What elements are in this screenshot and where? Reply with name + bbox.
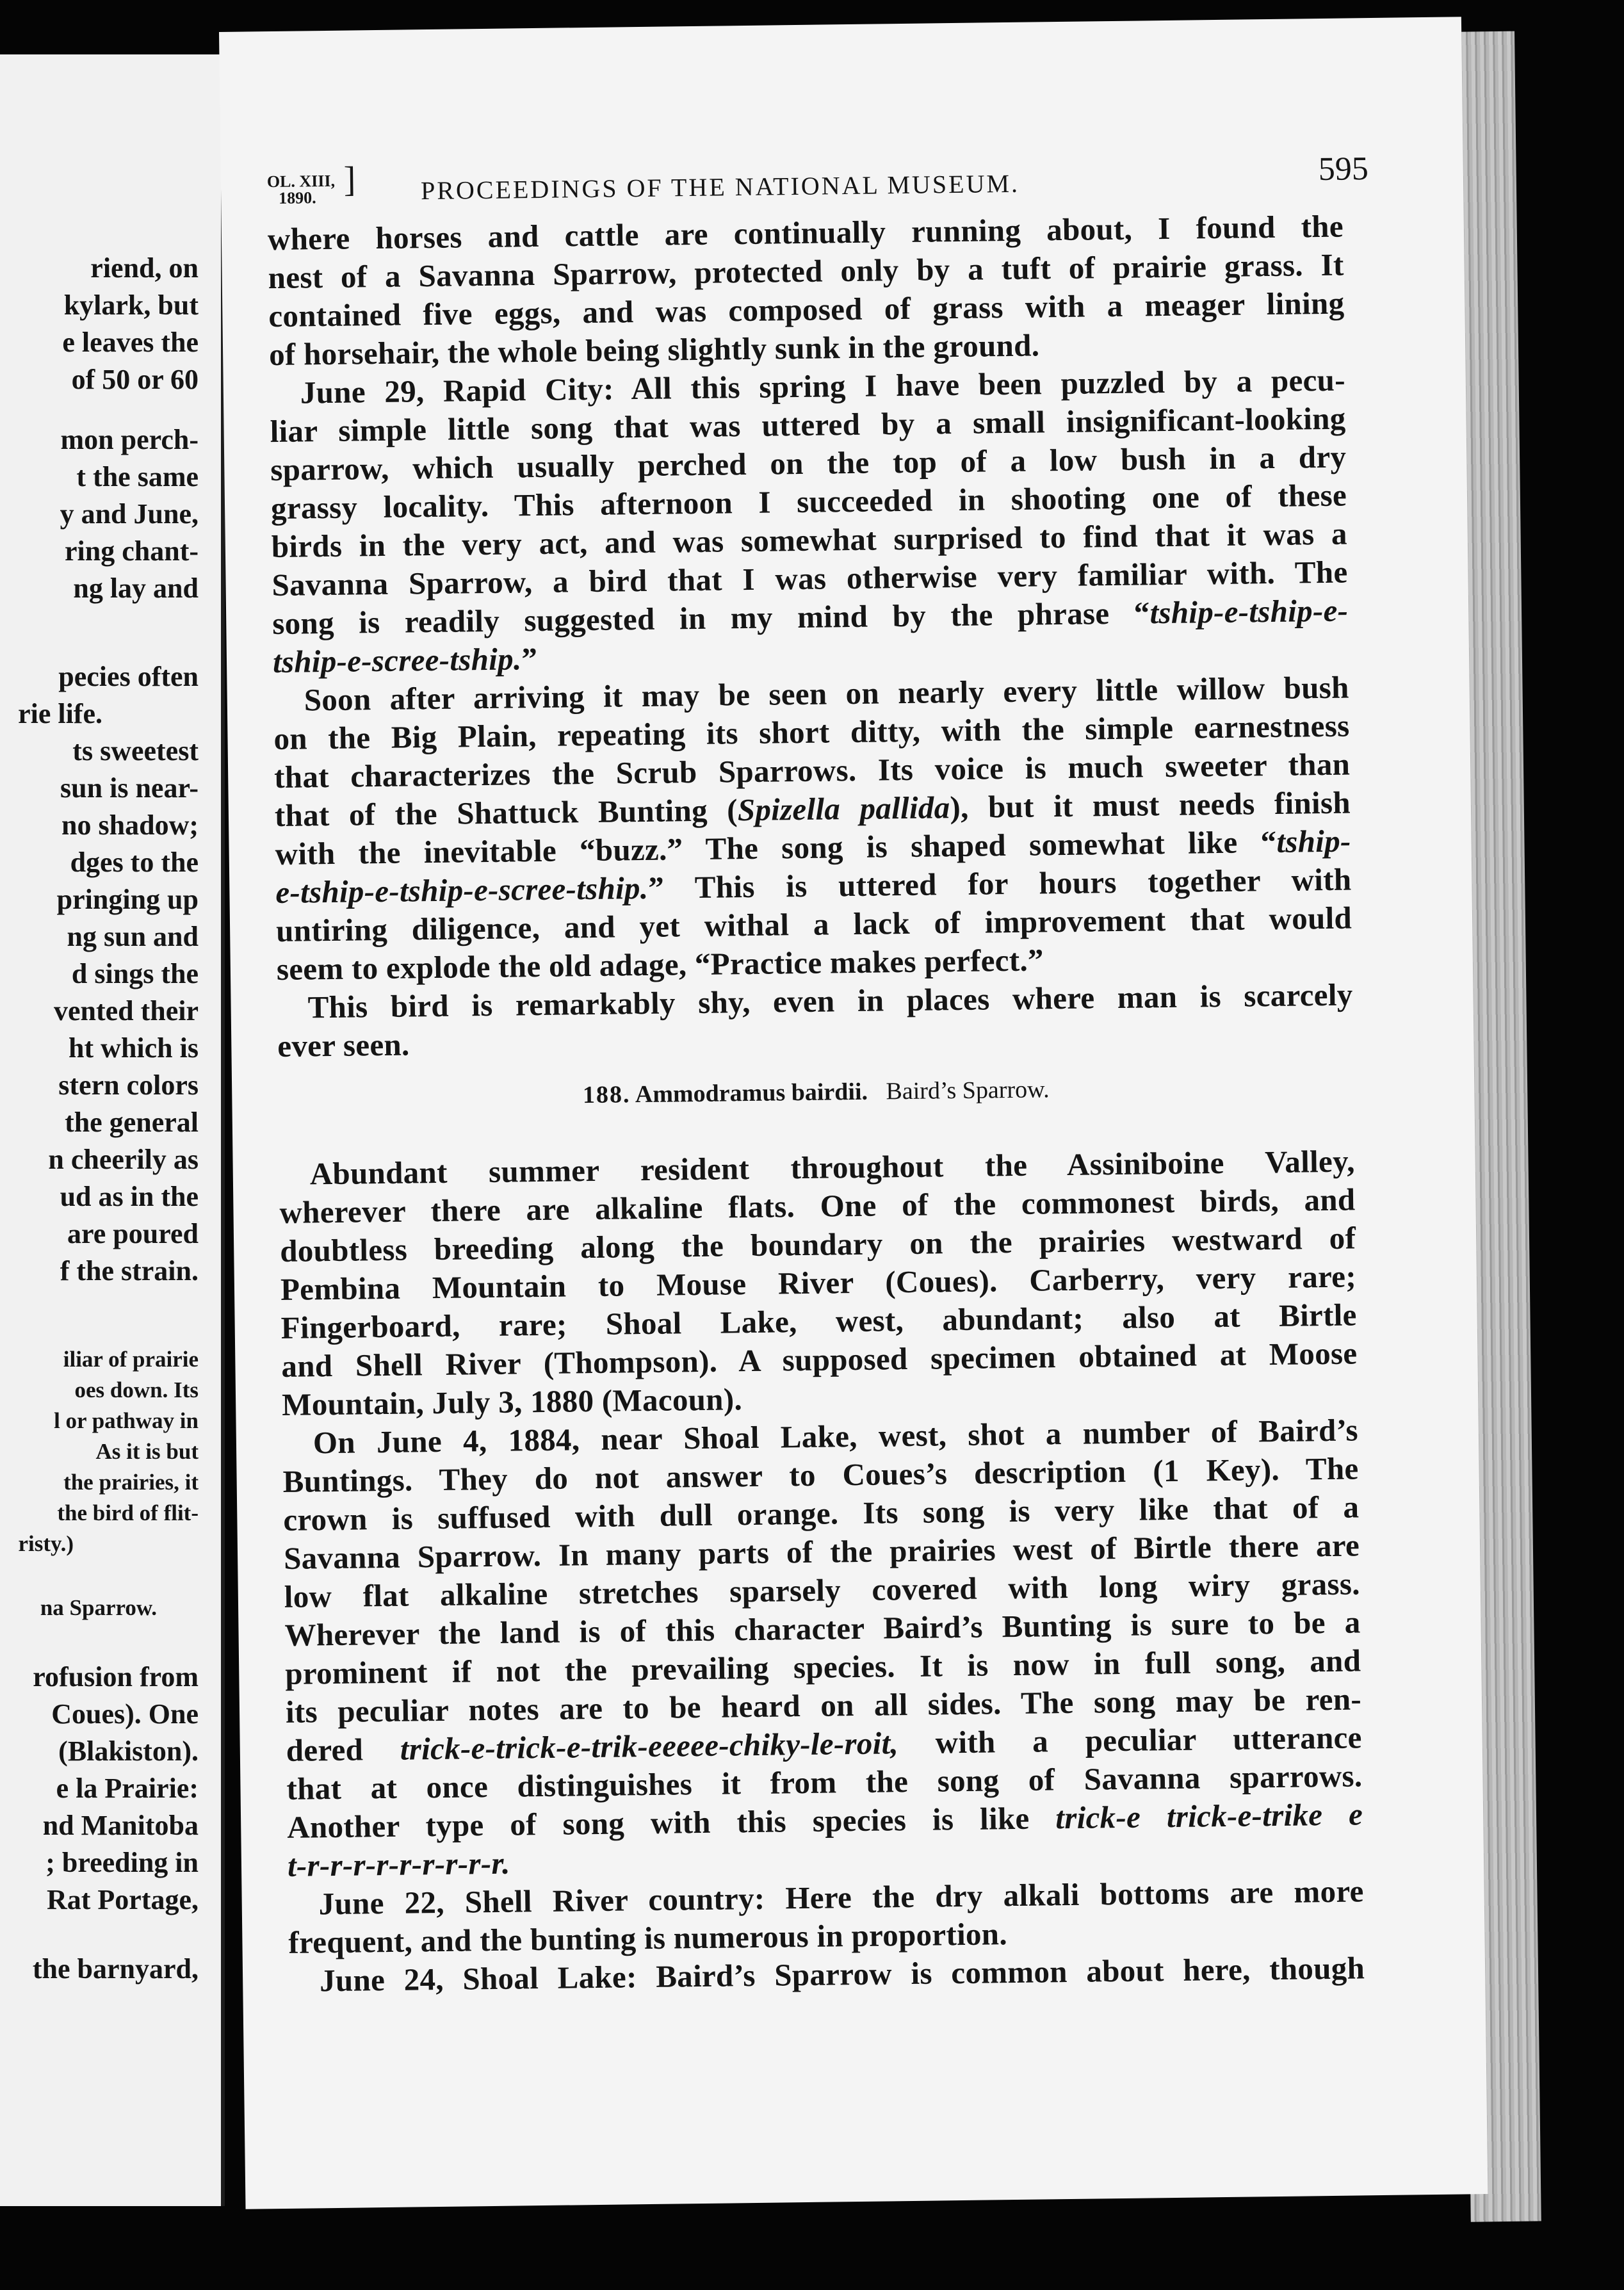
text-run: Another type of song with this species is like xyxy=(286,1800,1056,1845)
text-line: wherever there are alkaline flats. One of the commonest birds, and xyxy=(279,1182,1356,1230)
volume-year: 1890. xyxy=(278,188,316,207)
left-page-footnote-line: oes down. Its xyxy=(74,1377,199,1402)
page-number: 595 xyxy=(1318,150,1369,188)
left-page-line: ud as in the xyxy=(60,1181,199,1212)
text-line: Wherever the land is of this character Baird’s Bunting is sure to be a xyxy=(284,1604,1361,1653)
text-line: crown is suffused with dull orange. Its song is very like that of a xyxy=(283,1489,1360,1538)
species-number: 188. xyxy=(582,1081,631,1109)
text-run: ), but it must needs finish xyxy=(950,784,1351,825)
text-run: with a peculiar utterance xyxy=(898,1719,1363,1761)
left-page-line: pecies often xyxy=(58,661,199,692)
text-line: untiring diligence, and yet withal a lack of improvement that would xyxy=(275,900,1352,949)
left-page-line: ng sun and xyxy=(67,921,199,952)
left-page-heading-fragment: na Sparrow. xyxy=(40,1595,157,1620)
left-page-line: rofusion from xyxy=(33,1661,199,1693)
text-line: sparrow, which usually perched on the top of a low bush in a dry xyxy=(270,439,1347,488)
text-run: that of the Shattuck Bunting ( xyxy=(274,792,738,834)
left-page-line: ring chant- xyxy=(65,535,199,567)
text-run: with the inevitable “buzz.” The song is shaped somewhat like “ xyxy=(275,824,1277,872)
left-page-line: y and June, xyxy=(60,498,199,530)
left-page-line: stern colors xyxy=(58,1069,199,1101)
text-line xyxy=(272,592,1349,642)
song-transcription: tship-e-tship-e- xyxy=(1149,592,1349,631)
species-common-name: Baird’s Sparrow. xyxy=(886,1076,1050,1105)
text-line: its peculiar notes are to be heard on all sides. The song may be ren- xyxy=(285,1681,1362,1730)
text-line: This bird is remarkably shy, even in places where man is scarcely xyxy=(307,977,1353,1025)
text-line: Fingerboard, rare; Shoal Lake, west, abundant; also at Birtle xyxy=(280,1297,1357,1345)
left-page-line: (Blakiston). xyxy=(58,1735,199,1767)
text-line: liar simple little song that was uttered by a small insignificant-looking xyxy=(270,400,1346,450)
previous-page-fragment xyxy=(0,54,225,2206)
left-page-line: n cheerily as xyxy=(48,1144,199,1175)
left-page-line: d sings the xyxy=(71,958,199,989)
left-page-footnote-line: risty.) xyxy=(18,1531,74,1556)
left-page-line: t the same xyxy=(76,461,199,492)
text-line: where horses and cattle are continually running about, I found the xyxy=(267,208,1344,257)
running-title: PROCEEDINGS OF THE NATIONAL MUSEUM. xyxy=(420,168,1020,206)
left-page-line: e la Prairie: xyxy=(56,1773,199,1804)
text-run: ” xyxy=(521,641,538,677)
text-line: Soon after arriving it may be seen on nearly every little willow bush xyxy=(304,669,1349,718)
text-line: Abundant summer resident throughout the Assiniboine Valley, xyxy=(309,1143,1356,1192)
text-line xyxy=(287,1798,1363,1843)
volume-number: OL. XIII, xyxy=(266,171,336,191)
book-page-595 xyxy=(219,17,1488,2209)
text-line: Buntings. They do not answer to Coues’s description (1 Key). The xyxy=(282,1450,1359,1499)
species-name: Spizella pallida xyxy=(737,790,950,828)
song-transcription: tship-e-scree-tship. xyxy=(272,641,522,680)
text-line: ever seen. xyxy=(277,1027,410,1064)
left-page-line: riend, on xyxy=(90,252,199,284)
left-page-line: nd Manitoba xyxy=(42,1810,199,1841)
text-line: nest of a Savanna Sparrow, protected only by a tuft of prairie grass. It xyxy=(268,247,1344,296)
text-line: doubtless breeding along the boundary on the prairies westward of xyxy=(279,1220,1356,1269)
left-page-footnote-line: As it is but xyxy=(95,1439,199,1464)
text-line: frequent, and the bunting is numerous in proportion. xyxy=(288,1916,1008,1960)
text-run: song is readily suggested in my mind by the phrase “ xyxy=(272,595,1150,642)
left-page-line: f the strain. xyxy=(60,1255,199,1287)
text-line: Mountain, July 3, 1880 (Macoun). xyxy=(281,1381,743,1422)
left-page-line: e leaves the xyxy=(62,327,199,358)
left-page-footnote-line: the prairies, it xyxy=(63,1470,199,1495)
left-page-line: mon perch- xyxy=(60,424,199,455)
species-scientific-name: Ammodramus bairdii. xyxy=(635,1078,868,1108)
text-line: contained five eggs, and was composed of grass with a meager lining xyxy=(268,285,1345,334)
text-line: June 24, Shoal Lake: Baird’s Sparrow is common about here, though xyxy=(319,1950,1365,1999)
text-line: Savanna Sparrow, a bird that I was otherwise very familiar with. The xyxy=(272,554,1348,603)
song-transcription: t-r-r-r-r-r-r-r-r-r. xyxy=(287,1845,510,1883)
text-line: Pembina Mountain to Mouse River (Coues). Carberry, very rare; xyxy=(280,1258,1357,1307)
song-transcription: e-tship-e-tship-e-scree-tship. xyxy=(275,870,649,911)
left-page-line: ts sweetest xyxy=(72,735,199,767)
left-page-line: dges to the xyxy=(70,847,199,878)
text-line: seem to explode the old adage, “Practice makes perfect.” xyxy=(276,942,1044,987)
text-line: On June 4, 1884, near Shoal Lake, west, shot a number of Baird’s xyxy=(313,1412,1359,1461)
left-page-line: the general xyxy=(65,1107,199,1138)
left-page-line: kylark, but xyxy=(63,289,199,321)
text-line: June 22, Shell River country: Here the dry alkali bottoms are more xyxy=(318,1873,1364,1922)
volume-label xyxy=(266,159,356,207)
left-page-footnote-line: l or pathway in xyxy=(54,1408,199,1433)
left-page-line: Coues). One xyxy=(51,1698,199,1730)
text-line: Savanna Sparrow. In many parts of the prairies west of Birtle there are xyxy=(283,1527,1360,1576)
text-run: dered xyxy=(286,1731,401,1768)
left-page-line: vented their xyxy=(53,995,199,1027)
text-line: low flat alkaline stretches sparsely covered with long wiry grass. xyxy=(284,1566,1361,1614)
text-line: birds in the very act, and was somewhat surprised to find that it was a xyxy=(271,516,1348,565)
left-page-line: sun is near- xyxy=(60,772,199,804)
left-page-line: the barnyard, xyxy=(32,1953,199,1985)
text-line: grassy locality. This afternoon I succeeded in shooting one of these xyxy=(270,477,1347,526)
header-bracket: ] xyxy=(343,159,356,200)
text-line: on the Big Plain, repeating its short ditty, with the simple earnestness xyxy=(273,708,1350,757)
left-page-line: of 50 or 60 xyxy=(71,364,199,395)
left-page-line: ht which is xyxy=(69,1032,199,1064)
left-page-line: pringing up xyxy=(56,884,199,915)
running-header xyxy=(266,146,1368,211)
left-page-line: rie life. xyxy=(18,698,102,729)
left-page-line: no shadow; xyxy=(61,809,199,841)
left-page-footnote-line: the bird of flit- xyxy=(57,1500,199,1525)
text-run: ” This is uttered for hours together with xyxy=(647,861,1352,905)
left-page-line: ; breeding in xyxy=(45,1847,199,1878)
song-transcription: tship- xyxy=(1276,823,1351,859)
song-transcription: trick-e trick-e-trike e xyxy=(1055,1796,1363,1836)
song-transcription: trick-e-trick-e-trik-eeeee-chiky-le-roit, xyxy=(400,1725,899,1767)
text-line: June 29, Rapid City: All this spring I have been puzzled by a pecu- xyxy=(300,362,1346,410)
text-line: and Shell River (Thompson). A supposed specimen obtained at Moose xyxy=(281,1335,1358,1384)
left-page-line: are poured xyxy=(67,1218,199,1249)
text-line: prominent if not the prevailing species. It is now in full song, and xyxy=(284,1643,1361,1691)
text-line: that at once distinguishes it from the song of Savanna sparrows. xyxy=(286,1758,1363,1807)
left-page-footnote-line: iliar of prairie xyxy=(63,1347,199,1372)
text-line: that characterizes the Scrub Sparrows. Its voice is much sweeter than xyxy=(273,746,1351,795)
left-page-line: ng lay and xyxy=(73,572,199,604)
species-heading xyxy=(278,1073,1354,1111)
text-line: of horsehair, the whole being slightly sunk in the ground. xyxy=(268,327,1040,373)
left-page-line: Rat Portage, xyxy=(46,1884,199,1915)
